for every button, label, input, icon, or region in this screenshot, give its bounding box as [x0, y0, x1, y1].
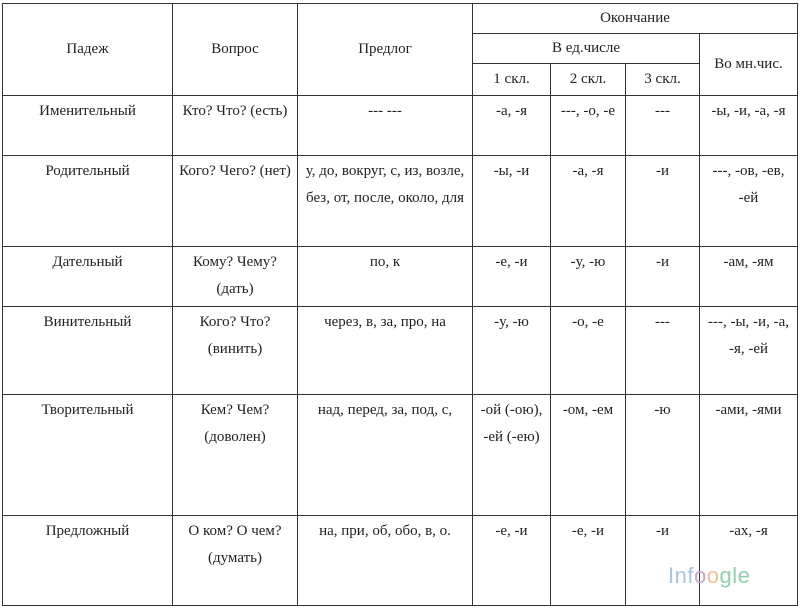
question-cell: Кем? Чем? (доволен)	[173, 395, 298, 516]
header-plural: Во мн.чис.	[700, 34, 798, 96]
ending-decl-2-cell: ---, -о, -е	[551, 96, 626, 156]
preposition-cell: на, при, об, обо, в, о.	[298, 516, 473, 606]
ending-decl-2-cell: -ом, -ем	[551, 395, 626, 516]
ending-plural-cell: -ах, -я	[700, 516, 798, 606]
ending-decl-1-cell: -е, -и	[473, 247, 551, 307]
question-cell: Кого? Чего? (нет)	[173, 156, 298, 247]
table-row	[3, 307, 798, 395]
header-singular: В ед.числе	[473, 34, 700, 64]
case-cell: Винительный	[3, 307, 173, 395]
table-row	[3, 96, 798, 156]
question-cell: О ком? О чем? (думать)	[173, 516, 298, 606]
question-cell: Кому? Чему? (дать)	[173, 247, 298, 307]
preposition-cell: --- ---	[298, 96, 473, 156]
ending-decl-1-cell: -е, -и	[473, 516, 551, 606]
table-row	[3, 156, 798, 247]
ending-decl-2-cell: -а, -я	[551, 156, 626, 247]
header-case: Падеж	[3, 4, 173, 96]
ending-decl-3-cell: -и	[626, 247, 700, 307]
ending-decl-2-cell: -о, -е	[551, 307, 626, 395]
preposition-cell: над, перед, за, под, с,	[298, 395, 473, 516]
ending-plural-cell: -ам, -ям	[700, 247, 798, 307]
ending-decl-3-cell: -и	[626, 156, 700, 247]
preposition-cell: у, до, вокруг, с, из, возле, без, от, после, около, для	[298, 156, 473, 247]
case-cell: Родительный	[3, 156, 173, 247]
table-row	[3, 516, 798, 606]
ending-decl-2-cell: -у, -ю	[551, 247, 626, 307]
ending-decl-1-cell: -ы, -и	[473, 156, 551, 247]
ending-decl-1-cell: -у, -ю	[473, 307, 551, 395]
header-preposition: Предлог	[298, 4, 473, 96]
ending-plural-cell: -ы, -и, -а, -я	[700, 96, 798, 156]
header-ending: Окончание	[473, 4, 798, 34]
case-cell: Именительный	[3, 96, 173, 156]
table-row	[3, 247, 798, 307]
header-decl-2: 2 скл.	[551, 64, 626, 96]
ending-decl-3-cell: ---	[626, 307, 700, 395]
ending-decl-1-cell: -а, -я	[473, 96, 551, 156]
ending-plural-cell: -ами, -ями	[700, 395, 798, 516]
ending-plural-cell: ---, -ы, -и, -а, -я, -ей	[700, 307, 798, 395]
ending-decl-2-cell: -е, -и	[551, 516, 626, 606]
question-cell: Кто? Что? (есть)	[173, 96, 298, 156]
case-cell: Предложный	[3, 516, 173, 606]
question-cell: Кого? Что? (винить)	[173, 307, 298, 395]
watermark-logo: Infoogle	[668, 563, 751, 588]
case-cell: Творительный	[3, 395, 173, 516]
preposition-cell: по, к	[298, 247, 473, 307]
ending-decl-3-cell: -и	[626, 516, 700, 606]
header-decl-1: 1 скл.	[473, 64, 551, 96]
ending-decl-1-cell: -ой (-ою), -ей (-ею)	[473, 395, 551, 516]
case-cell: Дательный	[3, 247, 173, 307]
ending-decl-3-cell: ---	[626, 96, 700, 156]
ending-plural-cell: ---, -ов, -ев, -ей	[700, 156, 798, 247]
header-question: Вопрос	[173, 4, 298, 96]
ending-decl-3-cell: -ю	[626, 395, 700, 516]
header-decl-3: 3 скл.	[626, 64, 700, 96]
table-row	[3, 395, 798, 516]
preposition-cell: через, в, за, про, на	[298, 307, 473, 395]
declension-table	[2, 3, 798, 606]
